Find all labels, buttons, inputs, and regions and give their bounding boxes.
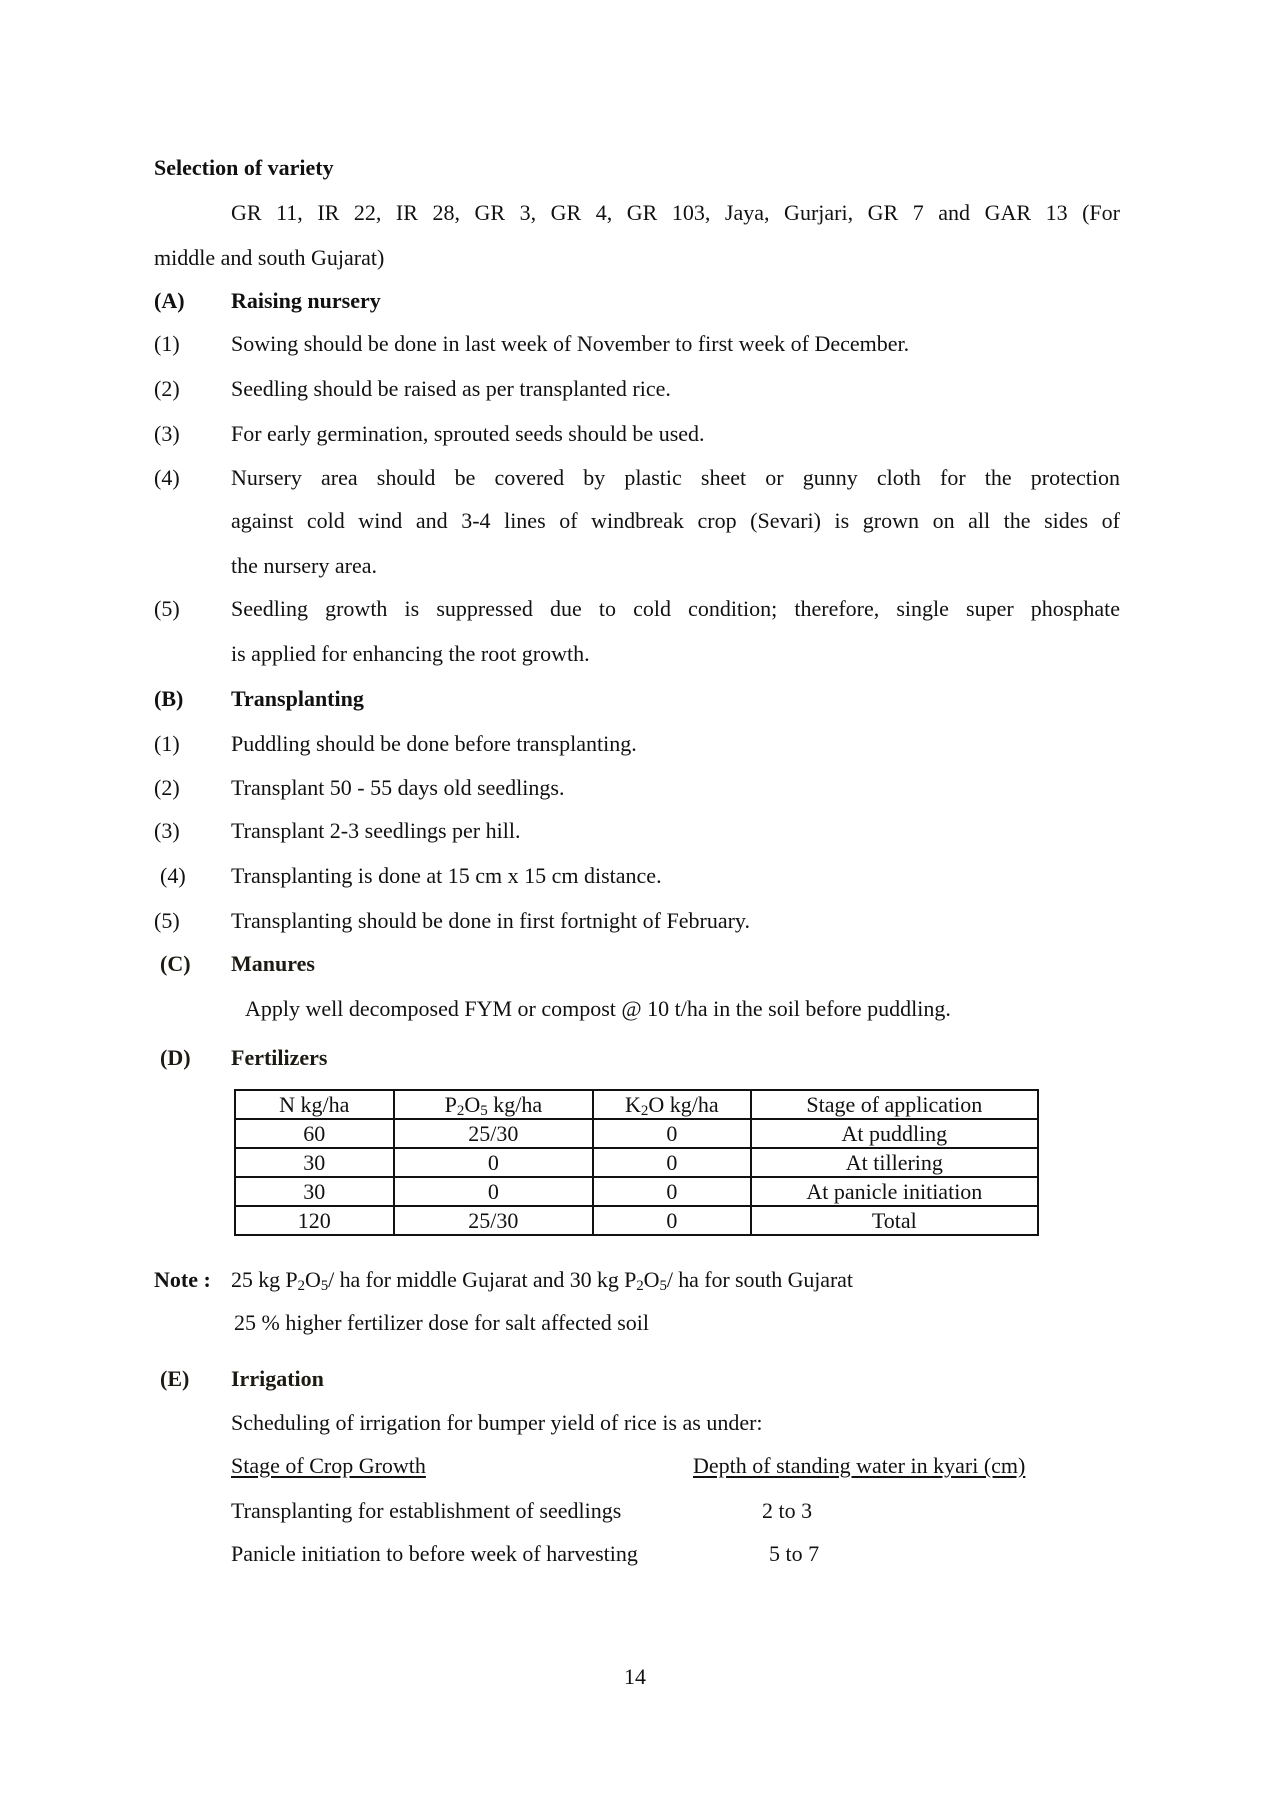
cell-n: 120 xyxy=(235,1206,394,1235)
section-a-item-4-num: (4) xyxy=(154,465,180,490)
note-text-c: / ha for middle Gujarat and 30 kg P xyxy=(328,1267,637,1292)
cell-k2o: 0 xyxy=(593,1177,751,1206)
section-a-item-1-text: Sowing should be done in last week of November to first week of December. xyxy=(231,331,910,356)
section-b-item-1-num: (1) xyxy=(154,731,180,756)
cell-p2o5: 0 xyxy=(394,1148,593,1177)
note-sub-d: 5 xyxy=(659,1278,667,1294)
header-n-text: N kg/ha xyxy=(279,1091,350,1117)
irrigation-row-1-stage: Transplanting for establishment of seedlings xyxy=(231,1498,622,1523)
note-text-d: O xyxy=(643,1267,660,1292)
note-text-e: / ha for south Gujarat xyxy=(666,1267,853,1292)
header-stage xyxy=(751,1090,1038,1119)
page-number: 14 xyxy=(624,1664,646,1689)
section-b-item-4-text: Transplanting is done at 15 cm x 15 cm distance. xyxy=(231,863,662,888)
header-p2o5-sub-5: 5 xyxy=(480,1102,488,1119)
section-e-label: (E) xyxy=(160,1366,190,1391)
section-b-item-2-text: Transplant 50 - 55 days old seedlings. xyxy=(231,775,565,800)
section-b-item-5-text: Transplanting should be done in first fortnight of February. xyxy=(231,908,750,933)
section-a-item-1-num: (1) xyxy=(154,331,180,356)
note-text-a: 25 kg P xyxy=(231,1267,298,1292)
section-a-item-2-text: Seedling should be raised as per transplanted rice. xyxy=(231,376,671,401)
cell-n: 30 xyxy=(235,1148,394,1177)
note-label: Note : xyxy=(154,1267,211,1292)
section-a-item-5-line-2: is applied for enhancing the root growth. xyxy=(231,641,590,666)
section-d-title: Fertilizers xyxy=(231,1045,328,1070)
cell-stage: Total xyxy=(751,1206,1038,1235)
table-row xyxy=(235,1148,1038,1177)
section-e-title: Irrigation xyxy=(231,1366,324,1391)
table-row xyxy=(235,1177,1038,1206)
cell-k2o: 0 xyxy=(593,1148,751,1177)
section-a-item-2-num: (2) xyxy=(154,376,180,401)
cell-k2o: 0 xyxy=(593,1206,751,1235)
note-sub-a: 2 xyxy=(297,1278,305,1294)
header-p2o5-sub-2: 2 xyxy=(456,1102,465,1119)
section-b-item-3-num: (3) xyxy=(154,818,180,843)
header-p2o5 xyxy=(394,1090,593,1119)
header-p2o5-p: P xyxy=(444,1091,457,1117)
header-p2o5-unit: kg/ha xyxy=(487,1091,543,1117)
section-d-label: (D) xyxy=(160,1045,191,1070)
note-sub-b: 5 xyxy=(320,1278,329,1294)
section-b-item-5-num: (5) xyxy=(154,908,180,933)
cell-stage: At tillering xyxy=(751,1148,1038,1177)
section-a-item-4-line-2: against cold wind and 3-4 lines of windbreak crop (Sevari) is grown on all the sides of xyxy=(231,508,1120,533)
note-line-1 xyxy=(231,1267,853,1293)
section-b-title: Transplanting xyxy=(231,686,364,711)
variety-list-line-1: GR 11, IR 22, IR 28, GR 3, GR 4, GR 103, Jaya, Gurjari, GR 7 and GAR 13 (For xyxy=(231,200,1120,225)
section-a-item-3-num: (3) xyxy=(154,421,180,446)
header-k2o-k: K xyxy=(625,1091,641,1117)
header-n xyxy=(235,1090,394,1119)
irrigation-row-2-depth: 5 to 7 xyxy=(769,1541,820,1566)
cell-p2o5: 25/30 xyxy=(394,1119,593,1148)
header-stage-text: Stage of application xyxy=(806,1091,983,1117)
cell-n: 60 xyxy=(235,1119,394,1148)
header-k2o-unit: O kg/ha xyxy=(648,1091,719,1117)
section-a-label: (A) xyxy=(154,288,185,313)
section-a-item-4-line-1: Nursery area should be covered by plastic sheet or gunny cloth for the protection xyxy=(231,465,1120,490)
cell-k2o: 0 xyxy=(593,1119,751,1148)
irrigation-col-depth-header: Depth of standing water in kyari (cm) xyxy=(693,1453,1026,1478)
section-b-item-4-num: (4) xyxy=(160,863,186,888)
note-text-b: O xyxy=(304,1267,321,1292)
variety-list-line-2: middle and south Gujarat) xyxy=(154,245,385,270)
cell-stage: At puddling xyxy=(751,1119,1038,1148)
irrigation-row-2-stage: Panicle initiation to before week of harvesting xyxy=(231,1541,638,1566)
cell-p2o5: 25/30 xyxy=(394,1206,593,1235)
section-a-title: Raising nursery xyxy=(231,288,381,313)
fertilizer-table xyxy=(234,1089,1039,1236)
irrigation-intro: Scheduling of irrigation for bumper yield of rice is as under: xyxy=(231,1410,763,1435)
note-line-2: 25 % higher fertilizer dose for salt affected soil xyxy=(234,1310,649,1335)
fertilizer-table-header-row xyxy=(235,1090,1038,1119)
section-a-item-4-line-3: the nursery area. xyxy=(231,553,377,578)
irrigation-col-stage-header: Stage of Crop Growth xyxy=(231,1453,426,1478)
section-a-item-5-line-1: Seedling growth is suppressed due to cold condition; therefore, single super phosphate xyxy=(231,596,1120,621)
section-c-label: (C) xyxy=(160,951,191,976)
cell-n: 30 xyxy=(235,1177,394,1206)
cell-p2o5: 0 xyxy=(394,1177,593,1206)
section-c-title: Manures xyxy=(231,951,315,976)
section-b-item-3-text: Transplant 2-3 seedlings per hill. xyxy=(231,818,521,843)
table-row xyxy=(235,1119,1038,1148)
section-c-text: Apply well decomposed FYM or compost @ 10 t/ha in the soil before puddling. xyxy=(245,996,951,1021)
header-p2o5-o: O xyxy=(464,1091,481,1117)
section-a-item-3-text: For early germination, sprouted seeds should be used. xyxy=(231,421,705,446)
selection-heading: Selection of variety xyxy=(154,155,334,180)
cell-stage: At panicle initiation xyxy=(751,1177,1038,1206)
irrigation-row-1-depth: 2 to 3 xyxy=(762,1498,813,1523)
note-sub-c: 2 xyxy=(636,1278,644,1294)
table-row xyxy=(235,1206,1038,1235)
section-b-item-1-text: Puddling should be done before transplanting. xyxy=(231,731,637,756)
header-k2o xyxy=(593,1090,751,1119)
section-b-label: (B) xyxy=(154,686,184,711)
header-k2o-sub-2: 2 xyxy=(640,1102,649,1119)
section-b-item-2-num: (2) xyxy=(154,775,180,800)
section-a-item-5-num: (5) xyxy=(154,596,180,621)
